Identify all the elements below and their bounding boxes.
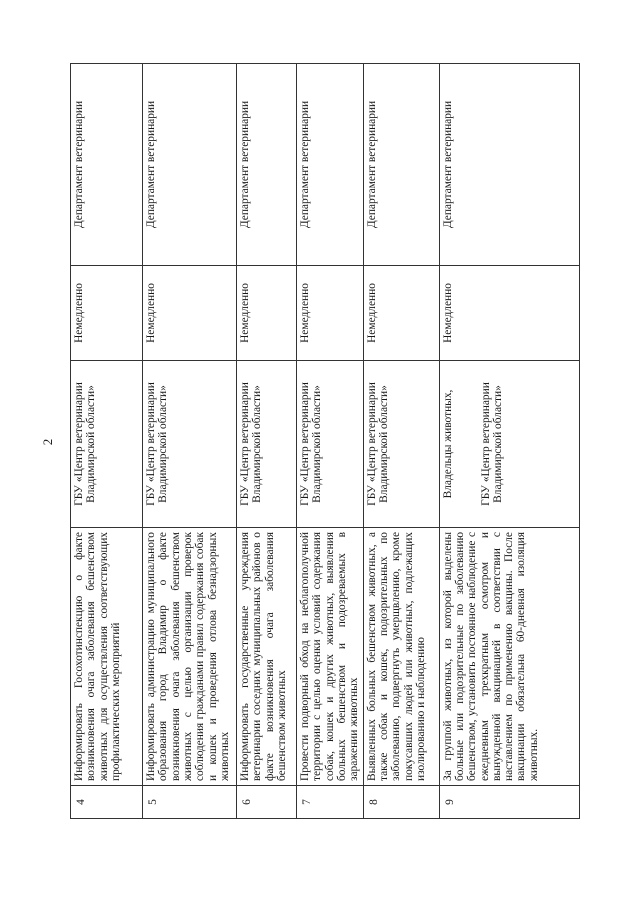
executor-cell: [143, 361, 237, 528]
action-cell: Провести подворный обход на неблагополучной территории с целью оценки условий содержания собак, кошек и других животных, выявления больных бешенством и подозреваемых в заражении животных: [297, 528, 364, 786]
executor-text: ГБУ «Центр ветеринарии Владимирской области»: [479, 382, 505, 506]
term-cell: Немедленно: [237, 266, 297, 361]
row-number: 4: [71, 786, 143, 819]
action-cell: Информировать государственные учреждения ветеринарии соседних муниципальных районов о факте возникновения очага заболевания бешенством животных: [237, 528, 297, 786]
row-number: 9: [439, 786, 579, 819]
page-number: 2: [40, 438, 55, 446]
row-number: 8: [363, 786, 439, 819]
responsible-cell: Департамент ветеринарии: [297, 64, 364, 266]
responsible-cell: Департамент ветеринарии: [439, 64, 579, 266]
term-cell: Немедленно: [143, 266, 237, 361]
responsible-cell: Департамент ветеринарии: [143, 64, 237, 266]
row-number: 7: [297, 786, 364, 819]
executor-cell: [439, 361, 579, 528]
executor-text: ГБУ «Центр ветеринарии Владимирской области»: [145, 382, 170, 506]
responsible-cell: Департамент ветеринарии: [363, 64, 439, 266]
action-cell: Информировать администрацию муниципального образования город Владимир о факте возникновения очага заболевания бешенством животных с целью организации проверок соблюдения гражданами правил содержания собак и кошек и проведения отлова безнадзорных животных: [143, 528, 237, 786]
executor-cell: [297, 361, 364, 528]
executor-text: Владельцы животных,: [441, 389, 454, 499]
action-cell: За группой животных, из которой выделены больные или подозрительные по заболеванию бешенством, установить постоянное наблюдение с ежедневным трехкратным осмотром и вынужденной вакцинацией в соответствии с наставлением по применению вакцины. После вакцинации обязательна 60-дневная изоляция животных.: [439, 528, 579, 786]
measures-table: [70, 63, 580, 819]
table-row: [237, 64, 297, 819]
table-row: [71, 64, 143, 819]
row-number: 6: [237, 786, 297, 819]
table-row: [143, 64, 237, 819]
table-row: [363, 64, 439, 819]
row-number: 5: [143, 786, 237, 819]
table-row: [439, 64, 579, 819]
action-cell: Информировать Госохотинспекцию о факте возникновения очага заболевания бешенством животных для осуществления соответствующих профилактических мероприятий: [71, 528, 143, 786]
term-cell: Немедленно: [439, 266, 579, 361]
responsible-cell: Департамент ветеринарии: [237, 64, 297, 266]
executor-cell: [237, 361, 297, 528]
term-cell: Немедленно: [71, 266, 143, 361]
executor-spacer: [454, 365, 480, 523]
executor-text: ГБУ «Центр ветеринарии Владимирской области»: [365, 382, 390, 506]
executor-text: ГБУ «Центр ветеринарии Владимирской области»: [299, 382, 324, 506]
term-cell: Немедленно: [363, 266, 439, 361]
table-row: [297, 64, 364, 819]
term-cell: Немедленно: [297, 266, 364, 361]
responsible-cell: Департамент ветеринарии: [71, 64, 143, 266]
rotated-table-frame: [70, 64, 578, 819]
action-cell: Выявленных больных бешенством животных, а также собак и кошек, подозрительных по заболеванию, подвергнуть умерщвлению, кроме покусавших людей или животных, подлежащих изолированию и наблюдению: [363, 528, 439, 786]
executor-text: ГБУ «Центр ветеринарии Владимирской области»: [73, 382, 98, 506]
executor-text: ГБУ «Центр ветеринарии Владимирской области»: [239, 382, 264, 506]
executor-cell: [71, 361, 143, 528]
executor-cell: [363, 361, 439, 528]
